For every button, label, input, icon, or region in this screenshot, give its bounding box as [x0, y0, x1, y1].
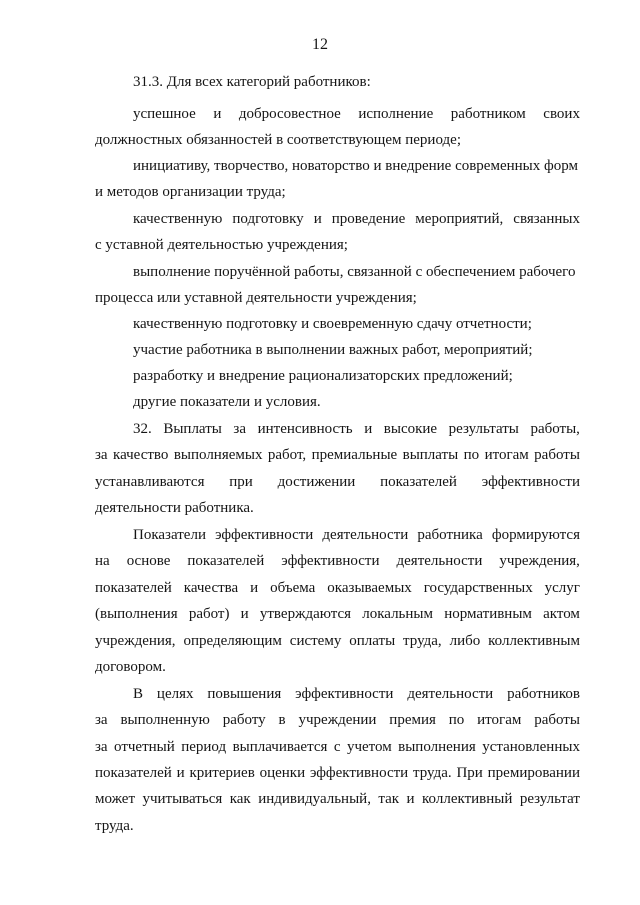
text-line — [133, 685, 580, 703]
text-run: результат — [519, 791, 580, 807]
text-run: эффективности — [481, 474, 580, 490]
text-run: работником — [450, 106, 526, 122]
text-run: так — [378, 791, 400, 807]
text-run: показателей — [95, 580, 172, 596]
text-line — [95, 605, 580, 623]
text-line — [95, 289, 417, 307]
text-run: формируются — [491, 527, 580, 543]
text-run: выплачивается — [232, 739, 328, 755]
text-run: индивидуальный, — [258, 791, 371, 807]
text-run: добросовестное — [238, 106, 341, 122]
text-line — [95, 711, 580, 729]
text-run: качество — [113, 447, 169, 463]
text-line — [95, 658, 166, 676]
text-run: своих — [543, 106, 580, 122]
text-run: как — [229, 791, 251, 807]
text-run: деятельности — [322, 527, 409, 543]
text-line — [133, 420, 580, 438]
text-run: систему — [289, 633, 342, 649]
text-run: достижении — [277, 474, 356, 490]
text-line — [133, 526, 580, 544]
text-run: целях — [156, 686, 194, 702]
text-run: деятельности работника. — [95, 500, 254, 516]
text-run: показателей — [187, 553, 265, 569]
text-run: учитываться — [142, 791, 223, 807]
text-run: и — [213, 106, 222, 122]
text-run: работу — [222, 712, 266, 728]
text-run: выполнение поручённой работы, связанной с обеспечением рабочего — [133, 264, 576, 280]
text-run: работы — [534, 447, 580, 463]
text-run: деятельности — [407, 686, 494, 702]
text-run: и — [364, 421, 373, 437]
text-run: деятельности — [396, 553, 483, 569]
text-run: инициативу, творчество, новаторство и внедрение современных форм — [133, 158, 578, 174]
text-run: работ) — [188, 606, 230, 622]
text-line — [95, 552, 580, 570]
text-run: основе — [126, 553, 171, 569]
text-run: 31.3. Для всех категорий работников: — [133, 74, 371, 90]
text-run: труда. — [413, 765, 452, 781]
text-run: в — [278, 712, 286, 728]
text-run: выполнения — [398, 739, 476, 755]
text-run: с уставной деятельностью учреждения; — [95, 237, 348, 253]
text-line — [95, 446, 580, 464]
text-run: либо — [449, 633, 481, 649]
text-run: показателей — [95, 765, 172, 781]
text-line — [95, 499, 254, 517]
page-number: 12 — [312, 36, 328, 53]
text-run: объема — [270, 580, 316, 596]
text-run: за — [95, 712, 108, 728]
text-run: итогам — [484, 447, 529, 463]
text-run: выполняемых — [173, 447, 263, 463]
text-run: установленных — [482, 739, 580, 755]
text-run: работника — [417, 527, 483, 543]
text-run: качества — [183, 580, 239, 596]
text-run: период — [181, 739, 227, 755]
text-run: мероприятий, — [415, 211, 504, 227]
text-run: успешное — [133, 106, 196, 122]
text-run: нормативным — [444, 606, 532, 622]
text-run: участие работника в выполнении важных работ, мероприятий; — [133, 342, 533, 358]
text-line — [95, 131, 461, 149]
text-run: за — [233, 421, 246, 437]
text-run: В — [133, 686, 144, 702]
text-run: интенсивность — [257, 421, 353, 437]
text-line — [95, 790, 580, 808]
text-run: государственных — [423, 580, 533, 596]
text-run: труда, — [403, 633, 442, 649]
text-line — [95, 764, 580, 782]
text-run: премировании — [487, 765, 580, 781]
text-run: и — [176, 765, 185, 781]
text-run: коллективным — [488, 633, 580, 649]
text-run: коллективный — [422, 791, 513, 807]
text-run: связанных — [513, 211, 580, 227]
text-run: эффективности — [215, 527, 314, 543]
text-run: устанавливаются — [95, 474, 205, 490]
text-line — [133, 263, 580, 281]
text-run: с — [333, 739, 341, 755]
text-run: премиальные — [311, 447, 398, 463]
text-run: Выплаты — [163, 421, 222, 437]
text-run: качественную подготовку и своевременную сдачу отчетности; — [133, 316, 532, 332]
text-line — [95, 738, 580, 756]
text-run: договором. — [95, 659, 166, 675]
text-line — [133, 73, 371, 91]
text-run: и методов организации труда; — [95, 184, 286, 200]
text-run: исполнение — [358, 106, 434, 122]
text-run: эффективности — [309, 765, 409, 781]
text-line — [133, 157, 580, 175]
text-line — [133, 341, 533, 359]
text-run: и — [240, 606, 249, 622]
text-run: подготовку — [232, 211, 304, 227]
text-line — [133, 210, 580, 228]
text-run: процесса или уставной деятельности учреждения; — [95, 290, 417, 306]
text-run: критериев — [189, 765, 255, 781]
text-run: работы, — [530, 421, 580, 437]
text-run: результаты — [448, 421, 519, 437]
text-run: может — [95, 791, 135, 807]
text-run: выполненную — [120, 712, 210, 728]
text-run: премия — [389, 712, 436, 728]
text-run: учреждения, — [499, 553, 580, 569]
text-run: оценки — [259, 765, 306, 781]
text-run: по — [448, 712, 465, 728]
text-run: и — [406, 791, 415, 807]
text-run: показателей — [380, 474, 457, 490]
text-run: (выполнения — [95, 606, 178, 622]
text-run: Показатели — [133, 527, 206, 543]
text-run: труда. — [95, 818, 134, 834]
text-line — [95, 817, 134, 835]
text-run: оказываемых — [327, 580, 412, 596]
text-run: по — [463, 447, 480, 463]
text-line — [95, 473, 580, 491]
text-run: услуг — [544, 580, 580, 596]
text-line — [133, 105, 580, 123]
text-run: при — [229, 474, 253, 490]
text-run: работ, — [267, 447, 307, 463]
text-run: за — [95, 739, 108, 755]
text-run: за — [95, 447, 108, 463]
text-run: утверждаются — [259, 606, 352, 622]
text-run: актом — [543, 606, 580, 622]
text-run: учреждения, — [95, 633, 176, 649]
text-run: качественную — [133, 211, 223, 227]
text-run: 32. — [133, 421, 152, 437]
text-run: отчетный — [114, 739, 175, 755]
text-run: проведение — [331, 211, 406, 227]
text-run: работников — [507, 686, 580, 702]
text-run: на — [95, 553, 110, 569]
text-run: При — [456, 765, 483, 781]
text-run: эффективности — [281, 553, 380, 569]
text-line — [95, 632, 580, 650]
text-run: и — [250, 580, 259, 596]
text-line — [95, 579, 580, 597]
text-run: итогам — [477, 712, 522, 728]
text-run: учетом — [346, 739, 392, 755]
text-run: эффективности — [295, 686, 394, 702]
text-run: определяющим — [183, 633, 282, 649]
text-run: оплаты — [349, 633, 396, 649]
text-line — [95, 236, 348, 254]
text-line — [133, 393, 321, 411]
text-line — [133, 367, 513, 385]
text-run: работы — [534, 712, 580, 728]
text-run: учреждении — [298, 712, 377, 728]
text-line — [95, 183, 286, 201]
text-run: выплаты — [402, 447, 459, 463]
text-run: высокие — [383, 421, 438, 437]
text-run: должностных обязанностей в соответствующем периоде; — [95, 132, 461, 148]
text-run: локальным — [362, 606, 433, 622]
text-run: повышения — [207, 686, 282, 702]
text-line — [133, 315, 532, 333]
text-run: разработку и внедрение рационализаторских предложений; — [133, 368, 513, 384]
text-run: другие показатели и условия. — [133, 394, 321, 410]
text-run: и — [313, 211, 322, 227]
